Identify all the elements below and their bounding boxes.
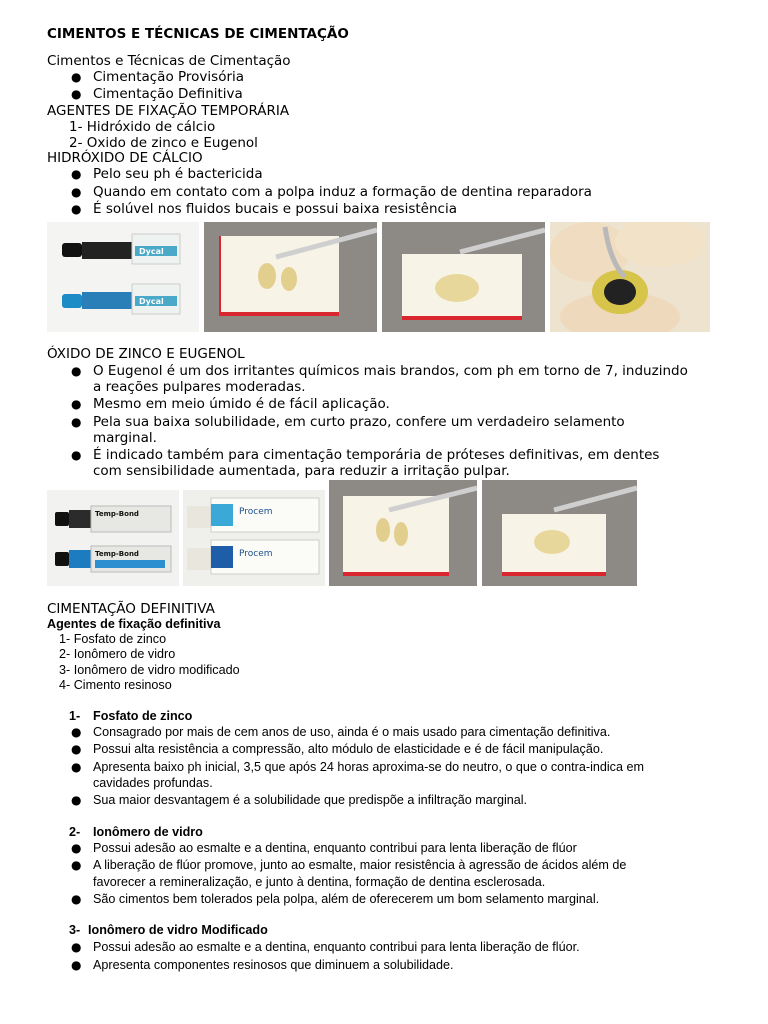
bullet-icon: ● — [71, 167, 82, 181]
bullet-icon: ● — [71, 202, 82, 216]
temp-bond-product-photo — [47, 490, 179, 586]
list-item: Consagrado por mais de cem anos de uso, ainda é o mais usado para cimentação definitiva. — [93, 725, 611, 739]
section-number: 3- — [69, 923, 81, 937]
bullet-icon: ● — [71, 742, 82, 756]
application-photo — [550, 222, 710, 332]
bullet-icon: ● — [71, 185, 82, 199]
list-item: A liberação de flúor promove, junto ao esmalte, maior resistência à agressão de ácidos além de — [93, 858, 627, 872]
temp-heading: AGENTES DE FIXAÇÃO TEMPORÁRIA — [47, 103, 290, 119]
bullet-icon: ● — [71, 793, 82, 807]
product-label: Procem — [239, 549, 273, 559]
list-item: Mesmo em meio úmido é de fácil aplicação. — [93, 396, 390, 412]
list-item-continued: favorecer a remineralização, e junto à dentina, formação de dentina esclerosada. — [93, 875, 546, 889]
definitive-subheading: Agentes de fixação definitiva — [47, 617, 221, 631]
zinc-heading: ÓXIDO DE ZINCO E EUGENOL — [47, 346, 245, 362]
list-item: Cimentação Definitiva — [93, 86, 243, 102]
list-item: Cimentação Provisória — [93, 69, 245, 85]
section-number: 2- — [69, 825, 81, 839]
section-number: 1- — [69, 709, 81, 723]
list-item: Possui adesão ao esmalte e a dentina, enquanto contribui para lenta liberação de flúor — [93, 841, 577, 855]
dycal-product-photo — [47, 222, 199, 332]
list-item: Apresenta baixo ph inicial, 3,5 que após 24 horas aproxima-se do neutro, o que o contra-indica em — [93, 760, 644, 774]
list-item: 4- Cimento resinoso — [59, 678, 172, 692]
list-item: Quando em contato com a polpa induz a formação de dentina reparadora — [93, 184, 592, 200]
mixed-cement-photo — [482, 480, 637, 586]
product-label: Temp-Bond — [95, 550, 139, 558]
intro-heading: Cimentos e Técnicas de Cimentação — [47, 53, 291, 69]
bullet-icon: ● — [71, 725, 82, 739]
list-item: 1- Fosfato de zinco — [59, 632, 167, 646]
mixing-pad-photo — [204, 222, 377, 332]
bullet-icon: ● — [71, 364, 82, 378]
bullet-icon: ● — [71, 892, 82, 906]
list-item: O Eugenol é um dos irritantes químicos mais brandos, com ph em torno de 7, induzindo — [93, 363, 688, 379]
list-item: Sua maior desvantagem é a solubilidade que predispõe a infiltração marginal. — [93, 793, 528, 807]
list-item: Possui adesão ao esmalte e a dentina, enquanto contribui para lenta liberação de flúor. — [93, 940, 580, 954]
calcium-heading: HIDRÓXIDO DE CÁLCIO — [47, 150, 203, 166]
list-item-continued: cavidades profundas. — [93, 776, 213, 790]
section-title: Ionômero de vidro Modificado — [88, 923, 268, 937]
bullet-icon: ● — [71, 841, 82, 855]
bullet-icon: ● — [71, 415, 82, 429]
product-label: Temp-Bond — [95, 510, 139, 518]
document-title: CIMENTOS E TÉCNICAS DE CIMENTAÇÃO — [47, 26, 349, 42]
list-item: São cimentos bem tolerados pela polpa, além de oferecerem um bom selamento marginal. — [93, 892, 600, 906]
mixed-cement-photo — [382, 222, 545, 332]
bullet-icon: ● — [71, 448, 82, 462]
bullet-icon: ● — [71, 858, 82, 872]
definitive-heading: CIMENTAÇÃO DEFINITIVA — [47, 601, 215, 617]
list-item: Pela sua baixa solubilidade, em curto prazo, confere um verdadeiro selamento — [93, 414, 625, 430]
product-label: Dycal — [139, 297, 164, 306]
list-item: É solúvel nos fluidos bucais e possui baixa resistência — [93, 201, 457, 217]
section-title: Ionômero de vidro — [93, 825, 203, 839]
list-item: É indicado também para cimentação temporária de próteses definitivas, em dentes — [93, 447, 660, 463]
list-item: Possui alta resistência a compressão, alto módulo de elasticidade e é de fácil manipulação. — [93, 742, 604, 756]
bullet-icon: ● — [71, 70, 82, 84]
list-item: 3- Ionômero de vidro modificado — [59, 663, 240, 677]
bullet-icon: ● — [71, 87, 82, 101]
mixing-pad-photo — [329, 480, 477, 586]
list-item-continued: marginal. — [93, 430, 157, 446]
product-label: Procem — [239, 507, 273, 517]
bullet-icon: ● — [71, 940, 82, 954]
bullet-icon: ● — [71, 958, 82, 972]
list-item: Apresenta componentes resinosos que diminuem a solubilidade. — [93, 958, 454, 972]
product-label: Dycal — [139, 247, 164, 256]
bullet-icon: ● — [71, 397, 82, 411]
list-item: Pelo seu ph é bactericida — [93, 166, 263, 182]
list-item-continued: a reações pulpares moderadas. — [93, 379, 306, 395]
section-title: Fosfato de zinco — [93, 709, 193, 723]
list-item: 2- Ionômero de vidro — [59, 647, 176, 661]
list-item: 1- Hidróxido de cálcio — [69, 119, 216, 135]
procem-product-photo — [183, 490, 325, 586]
list-item: 2- Oxido de zinco e Eugenol — [69, 135, 258, 151]
list-item-continued: com sensibilidade aumentada, para reduzir a irritação pulpar. — [93, 463, 510, 479]
bullet-icon: ● — [71, 760, 82, 774]
